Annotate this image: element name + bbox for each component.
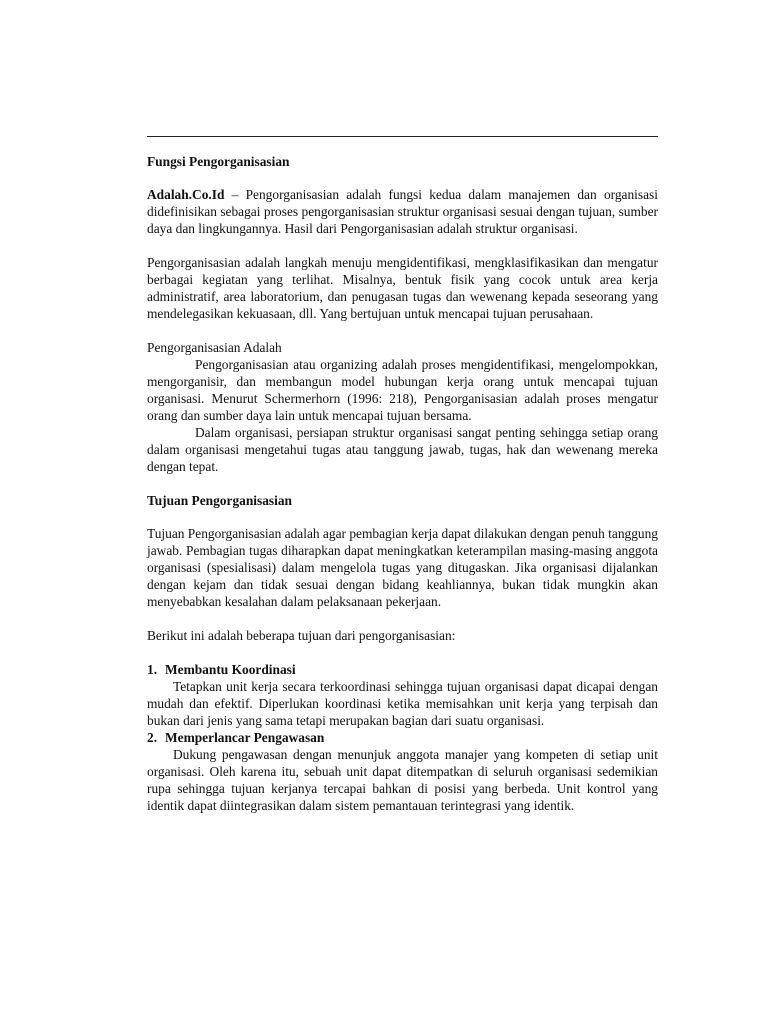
list-item-title: Memperlancar Pengawasan <box>165 730 325 745</box>
list-item-number: 1. <box>147 662 158 677</box>
list-item-body: Dukung pengawasan dengan menunjuk anggota manajer yang kompeten di setiap unit organisasi. Oleh karena itu, sebuah unit dapat ditempatkan di seluruh organisasi sedemikian rupa sehingga tujuan kerjanya tercapai bahkan di posisi yang berbeda. Unit kontrol yang identik dapat diintegrasikan dalam sistem pemantauan terintegrasi yang identik. <box>147 747 658 813</box>
brand-name: Adalah.Co.Id <box>147 187 225 202</box>
list-item-body: Tetapkan unit kerja secara terkoordinasi sehingga tujuan organisasi dapat dicapai dengan mudah dan efektif. Diperlukan koordinasi ketika memisahkan unit kerja yang terpisah dan bukan dari jenis yang sama tetapi merupakan bagian dari suatu organisasi. <box>147 679 658 728</box>
list-item-title: Membantu Koordinasi <box>165 662 296 677</box>
list-item-heading <box>147 661 658 678</box>
header-rule <box>147 136 658 137</box>
intro-text: – Pengorganisasian adalah fungsi kedua dalam manajemen dan organisasi didefinisikan sebagai proses pengorganisasian struktur organisasi sesuai dengan tujuan, sumber daya dan lingkungannya. Hasil dari Pengorganisasian adalah struktur organisasi. <box>147 187 658 236</box>
list-item-2 <box>147 729 658 814</box>
subtitle-pengorganisasian-adalah: Pengorganisasian Adalah <box>147 340 282 355</box>
section-title-fungsi: Fungsi Pengorganisasian <box>147 154 290 169</box>
paragraph-persiapan: Dalam organisasi, persiapan struktur organisasi sangat penting sehingga setiap orang dalam organisasi mengetahui tugas atau tanggung jawab, tugas, hak dan wewenang mereka dengan tepat. <box>147 425 658 474</box>
paragraph-tujuan: Tujuan Pengorganisasian adalah agar pembagian kerja dapat dilakukan dengan penuh tanggung jawab. Pembagian tugas diharapkan dapat meningkatkan keterampilan masing-masing anggota organisasi (spesialisasi) dalam mengelola tugas yang ditugaskan. Jika organisasi dijalankan dengan kejam dan tidak sesuai dengan bidang keahliannya, bukan tidak mungkin akan menyebabkan kesalahan dalam pelaksanaan pekerjaan. <box>147 526 658 609</box>
list-item-heading <box>147 729 658 746</box>
list-item-1 <box>147 661 658 729</box>
section-title-tujuan: Tujuan Pengorganisasian <box>147 493 292 508</box>
paragraph-definisi: Pengorganisasian atau organizing adalah proses mengidentifikasi, mengelompokkan, mengorganisir, dan membangun model hubungan kerja orang untuk mencapai tujuan organisasi. Menurut Schermerhorn (1996: 218), Pengorganisasian adalah proses mengatur orang dan sumber daya lain untuk mencapai tujuan bersama. <box>147 357 658 423</box>
paragraph-intro <box>147 186 658 237</box>
paragraph-berikut: Berikut ini adalah beberapa tujuan dari pengorganisasian: <box>147 628 456 643</box>
paragraph-langkah: Pengorganisasian adalah langkah menuju mengidentifikasi, mengklasifikasikan dan mengatur berbagai kegiatan yang terlihat. Misalnya, bentuk fisik yang cocok untuk area kerja administratif, area laboratorium, dan penugasan tugas dan wewenang kepada seseorang yang mendelegasikan kekuasaan, dll. Yang bertujuan untuk mencapai tujuan perusahaan. <box>147 255 658 321</box>
list-item-number: 2. <box>147 730 158 745</box>
document-body <box>147 153 658 814</box>
